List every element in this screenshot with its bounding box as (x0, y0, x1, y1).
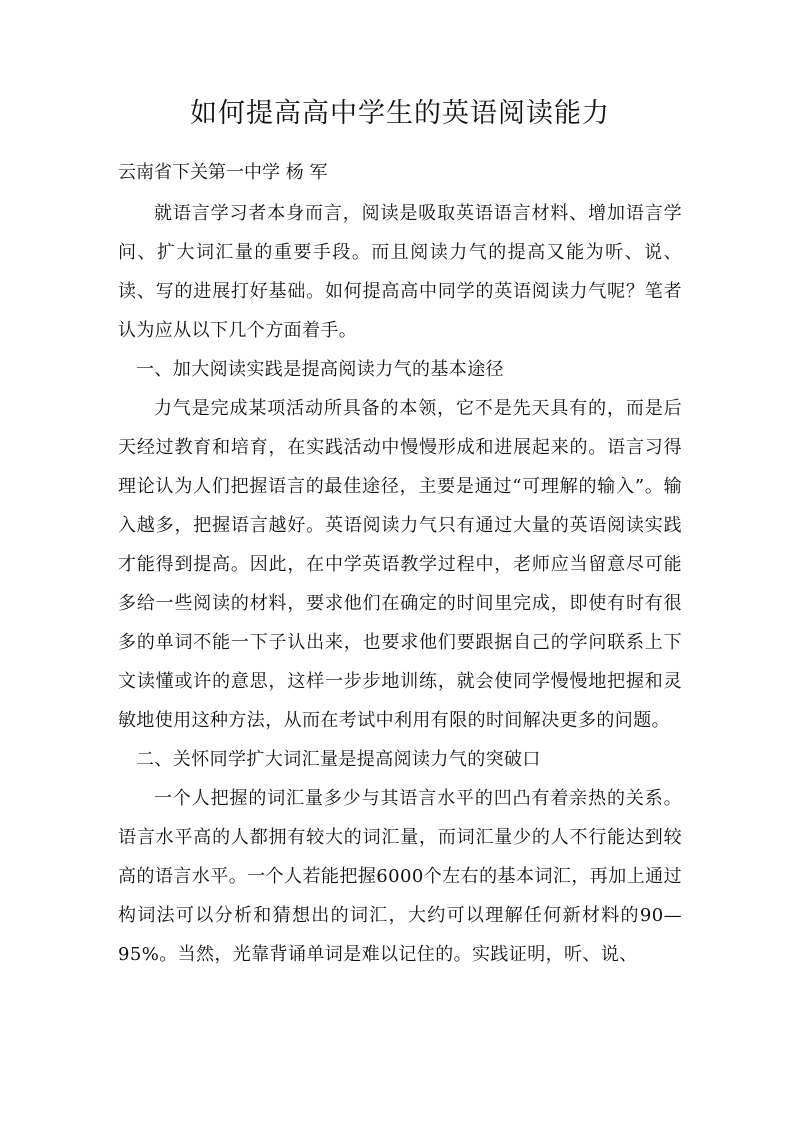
document-page (118, 92, 682, 974)
section-heading-2: 二、关怀同学扩大词汇量是提高阅读力气的突破口 (136, 749, 541, 770)
document-title: 如何提高高中学生的英语阅读能力 (190, 98, 610, 129)
intro-paragraph: 就语言学习者本身而言，阅读是吸取英语语言材料、增加语言学问、扩大词汇量的重要手段。而且阅读力气的提高又能为听、说、读、写的进展打好基础。如何提高高中同学的英语阅读力气呢？笔者认为应从以下几个方面着手。 (118, 203, 682, 341)
section-2-paragraph: 一个人把握的词汇量多少与其语言水平的凹凸有着亲热的关系。语言水平高的人都拥有较大的词汇量，而词汇量少的人不行能达到较高的语言水平。一个人若能把握6000个左右的基本词汇，再加上通过构词法可以分析和猜想出的词汇，大约可以理解任何新材料的90—95%。当然，光靠背诵单词是难以记住的。实践证明，听、说、 (118, 788, 682, 965)
section-1-paragraph: 力气是完成某项活动所具备的本领，它不是先天具有的，而是后天经过教育和培育，在实践活动中慢慢形成和进展起来的。语言习得理论认为人们把握语言的最佳途径，主要是通过“可理解的输入”。输入越多，把握语言越好。英语阅读力气只有通过大量的英语阅读实践才能得到提高。因此，在中学英语教学过程中，老师应当留意尽可能多给一些阅读的材料，要求他们在确定的时间里完成，即使有时有很多的单词不能一下子认出来，也要求他们要跟据自己的学问联系上下文读懂或许的意思，这样一步步地训练，就会使同学慢慢地把握和灵敏地使用这种方法，从而在考试中利用有限的时间解决更多的问题。 (118, 398, 682, 731)
section-heading-1: 一、加大阅读实践是提高阅读力气的基本途径 (136, 359, 504, 380)
author-line: 云南省下关第一中学 杨 军 (118, 162, 328, 183)
